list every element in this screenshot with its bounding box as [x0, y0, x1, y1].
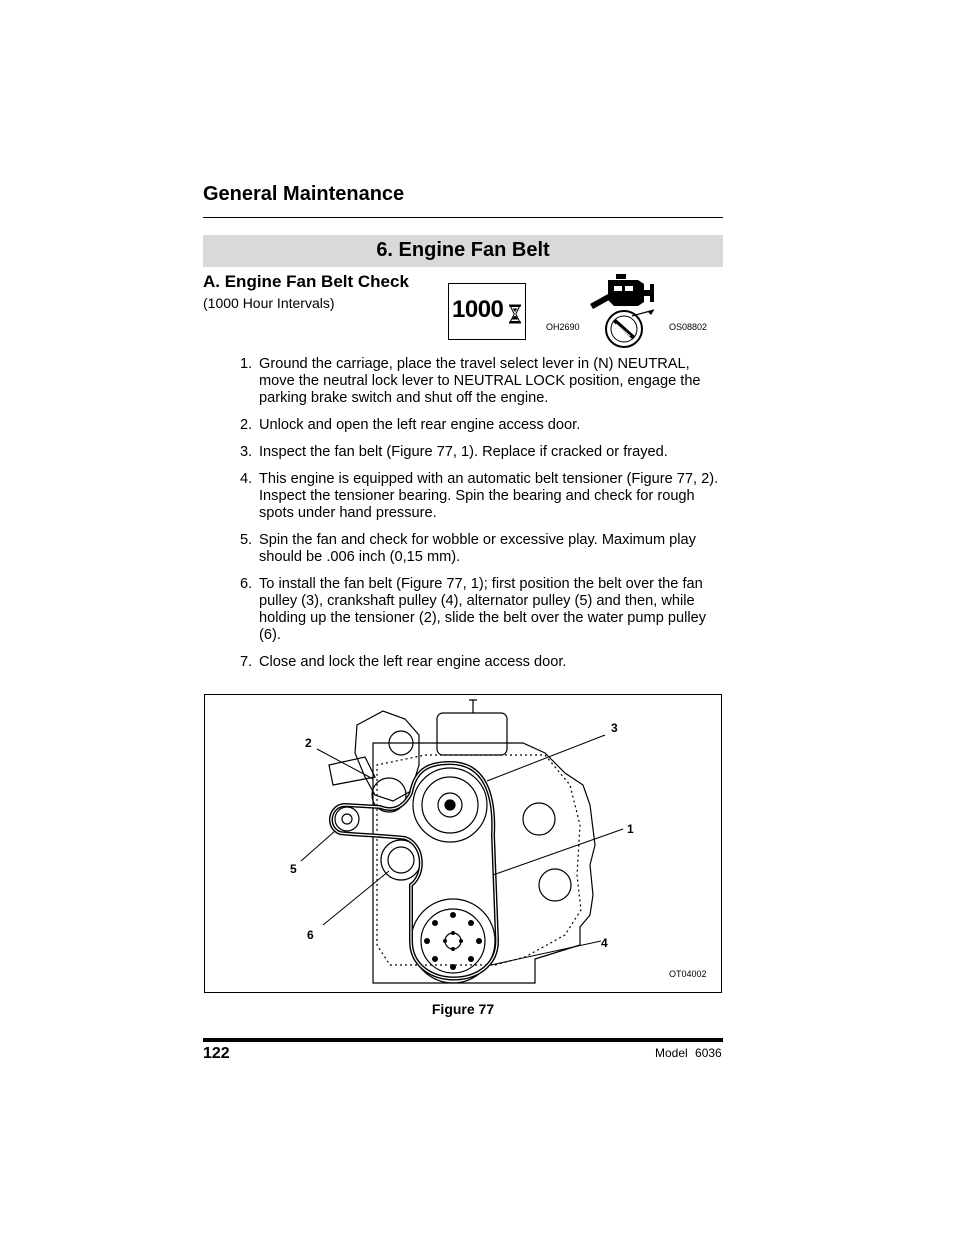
- leader-line-4: [491, 941, 601, 965]
- step-number: 2.: [240, 417, 253, 433]
- callout-5: 5: [290, 862, 297, 876]
- callout-6: 6: [307, 928, 314, 942]
- gear-cover-outline: [377, 755, 581, 965]
- hourglass-icon: [508, 304, 522, 324]
- engine-belt-diagram: [205, 695, 721, 992]
- step-number: 1.: [240, 356, 253, 372]
- leader-line-1: [493, 829, 623, 875]
- fan-pulley-center: [445, 800, 455, 810]
- procedure-steps: [240, 356, 725, 681]
- step-text: This engine is equipped with an automatic belt tensioner (Figure 77, 2). Inspect the tensioner bearing. Spin the bearing and check for rough spots under hand pressure.: [259, 471, 719, 521]
- crankshaft-pulley-hub: [445, 933, 461, 949]
- callout-2: 2: [305, 736, 312, 750]
- callout-1: 1: [627, 822, 634, 836]
- interval-note: (1000 Hour Intervals): [203, 295, 335, 311]
- alternator-pulley-hub: [342, 814, 352, 824]
- leader-line-3: [487, 735, 605, 781]
- list-item: [240, 471, 725, 522]
- figure-caption: Figure 77: [431, 1001, 495, 1017]
- step-text: Close and lock the left rear engine access door.: [259, 654, 567, 670]
- step-number: 6.: [240, 576, 253, 592]
- page-number: 122: [203, 1045, 230, 1062]
- title-divider: [203, 217, 723, 218]
- top-fitting: [469, 700, 477, 713]
- step-number: 7.: [240, 654, 253, 670]
- step-text: Spin the fan and check for wobble or excessive play. Maximum play should be .006 inch (0,15 mm).: [259, 532, 696, 565]
- leader-line-2: [317, 749, 373, 779]
- step-text: Ground the carriage, place the travel select lever in (N) NEUTRAL, move the neutral lock lever to NEUTRAL LOCK position, engage the parking brake switch and shut off the engine.: [259, 356, 701, 406]
- step-text: To install the fan belt (Figure 77, 1); first position the belt over the fan pulley (3), crankshaft pulley (4), alternator pulley (5) and then, while holding up the tensioner (2), slide the belt over the water pump pulley (6).: [259, 576, 706, 643]
- figure-code: OT04002: [669, 969, 707, 979]
- alternator-pulley: [335, 807, 359, 831]
- chapter-title-bar: [203, 235, 723, 267]
- icon-code-engine: OH2690: [546, 322, 580, 332]
- subsection-title: A. Engine Fan Belt Check: [203, 272, 409, 291]
- tensioner-arm: [329, 757, 375, 785]
- footer-divider: [203, 1038, 723, 1042]
- service-hours-value: 1000: [452, 296, 504, 323]
- icon-code-key: OS08802: [669, 322, 708, 332]
- leader-line-5: [301, 831, 335, 861]
- step-number: 5.: [240, 532, 253, 548]
- list-item: [240, 532, 725, 566]
- list-item: [240, 356, 725, 407]
- timing-cover-port: [523, 803, 555, 835]
- section-title: General Maintenance: [203, 183, 405, 205]
- step-number: 3.: [240, 444, 253, 460]
- chapter-title: 6. Engine Fan Belt: [376, 239, 550, 261]
- timing-cover-port: [539, 869, 571, 901]
- step-number: 4.: [240, 471, 253, 487]
- list-item: [240, 417, 725, 434]
- list-item: [240, 576, 725, 644]
- callout-3: 3: [611, 721, 618, 735]
- list-item: [240, 444, 725, 461]
- crankshaft-pulley-rim: [421, 909, 485, 973]
- water-pump-pulley-hub: [388, 847, 414, 873]
- figure-77-frame: [204, 694, 722, 993]
- leader-line-6: [323, 871, 389, 925]
- tensioner-bracket: [355, 711, 419, 801]
- list-item: [240, 654, 725, 671]
- service-interval-box: [448, 283, 526, 340]
- ignition-key-off-icon: [596, 308, 658, 350]
- model-label: Model 6036: [655, 1046, 722, 1060]
- top-housing: [437, 713, 507, 755]
- step-text: Inspect the fan belt (Figure 77, 1). Replace if cracked or frayed.: [259, 444, 668, 460]
- step-text: Unlock and open the left rear engine access door.: [259, 417, 581, 433]
- callout-4: 4: [601, 936, 608, 950]
